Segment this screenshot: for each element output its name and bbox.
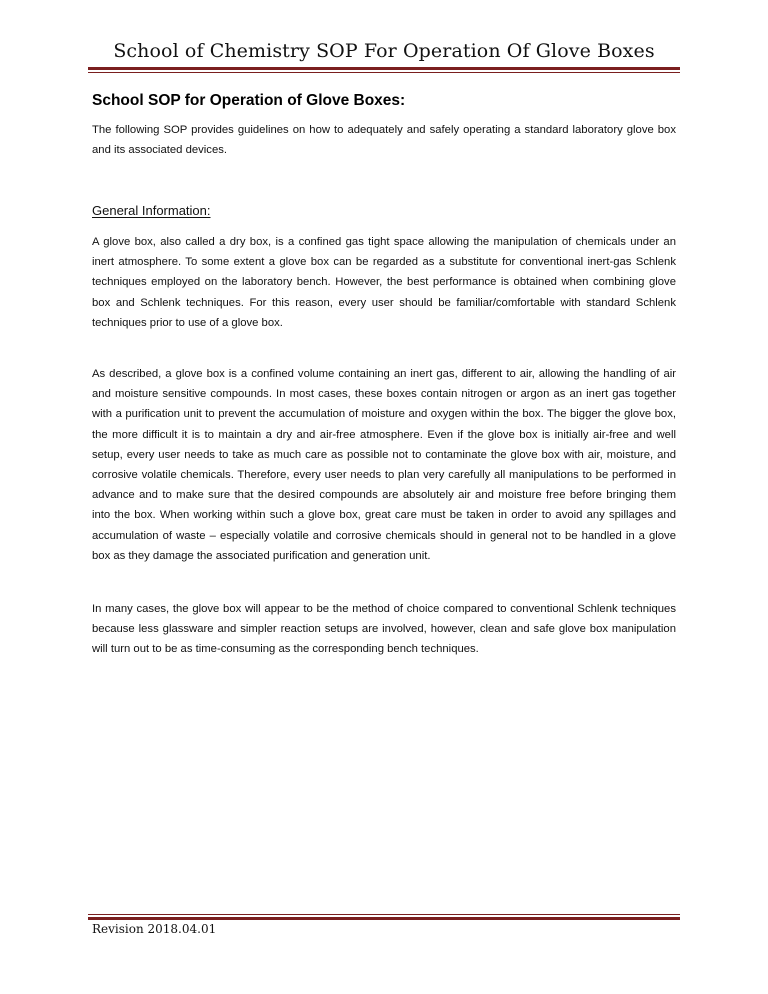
footer-rule-thin [88, 914, 680, 915]
section-heading-general-information: General Information: [92, 203, 211, 218]
header-rule-thin [88, 72, 680, 73]
intro-paragraph: The following SOP provides guidelines on how to adequately and safely operating a standard laboratory glove box and its associated devices. [92, 124, 676, 157]
body-paragraph: As described, a glove box is a confined volume containing an inert gas, different to air, allowing the handling of air and moisture sensitive compounds. In most cases, these boxes contain nitrogen or argon as an inert gas together with a purification unit to prevent the accumulation of moisture and oxygen within the box. The bigger the glove box, the more difficult it is to maintain a dry and air-free atmosphere. Even if the glove box is initially air-free and well setup, every user needs to take as much care as possible not to contaminate the glove box with air, moisture, and corrosive volatile chemicals. Therefore, every user needs to plan very carefully all manipulations to be performed in advance and to make sure that the desired compounds are absolutely air and moisture free before bringing them into the box. When working within such a glove box, great care must be taken in order to avoid any spillages and accumulation of waste – especially volatile and corrosive chemicals should in general not to be handled in a glove box as they damage the associated purification and generation unit. [92, 368, 676, 562]
header-rule-thick [88, 67, 680, 70]
body-paragraph: A glove box, also called a dry box, is a confined gas tight space allowing the manipulation of chemicals under an inert atmosphere. To some extent a glove box can be regarded as a substitute for conventional inert-gas Schlenk techniques employed on the laboratory bench. However, the best performance is obtained when combining glove box and Schlenk techniques. For this reason, every user should be familiar/comfortable with standard Schlenk techniques prior to use of a glove box. [92, 236, 676, 329]
body-paragraph: In many cases, the glove box will appear to be the method of choice compared to conventional Schlenk techniques because less glassware and simpler reaction setups are involved, however, clean and safe glove box manipulation will turn out to be as time-consuming as the corresponding bench techniques. [92, 603, 676, 656]
running-header: School of Chemistry SOP For Operation Of Glove Boxes [113, 40, 655, 62]
footer-rule-thick [88, 917, 680, 920]
document-title: School SOP for Operation of Glove Boxes: [92, 92, 406, 109]
revision-label: Revision 2018.04.01 [92, 922, 217, 936]
